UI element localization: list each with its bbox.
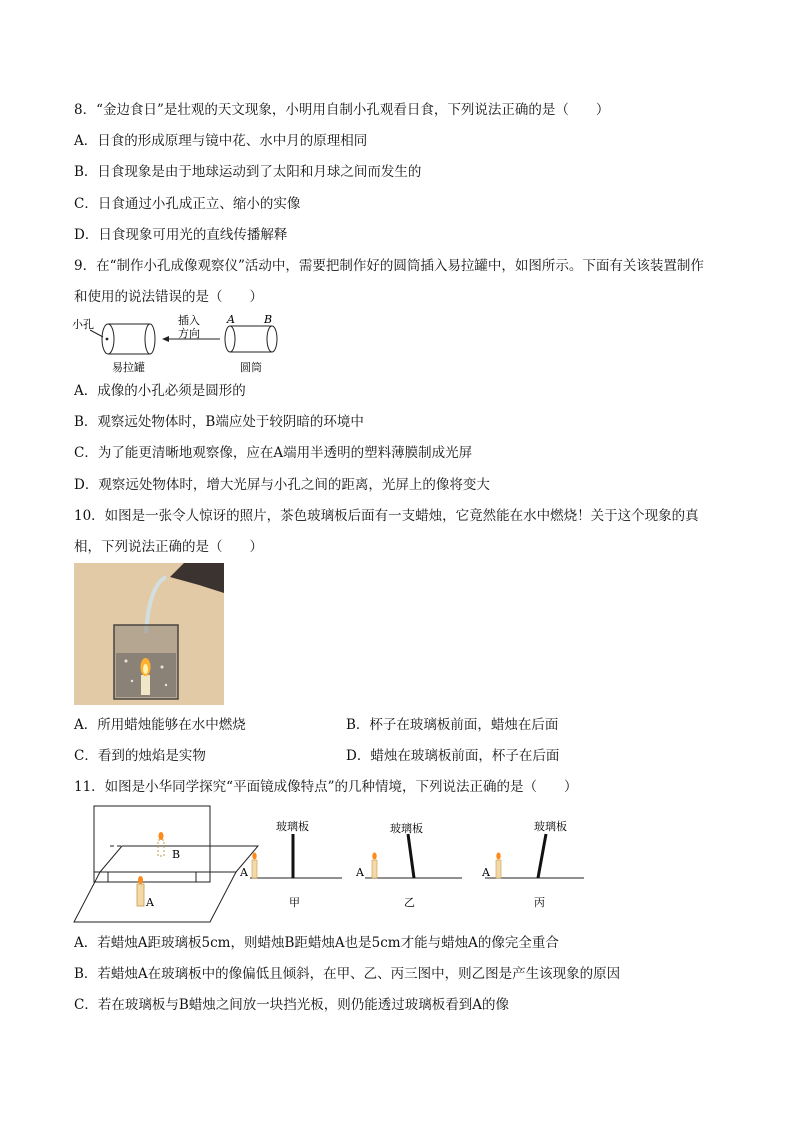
label-insert-2: 方向 bbox=[178, 327, 200, 340]
q10-option-a: A．所用蜡烛能够在水中燃烧 bbox=[74, 717, 246, 733]
label-hole: 小孔 bbox=[72, 318, 94, 331]
question-10-stem-line1: 10．如图是一张令人惊讶的照片，茶色玻璃板后面有一支蜡烛，它竟然能在水中燃烧！关于这个现象的真 bbox=[74, 508, 699, 524]
q11-option-a: A．若蜡烛A距玻璃板5cm，则蜡烛B距蜡烛A也是5cm才能与蜡烛A的像完全重合 bbox=[74, 935, 559, 951]
label-bing: 丙 bbox=[534, 896, 545, 909]
label-glass-bing: 玻璃板 bbox=[534, 820, 567, 833]
candle-in-water-photo bbox=[74, 563, 224, 705]
label-a-yi: A bbox=[356, 866, 364, 879]
q8-option-b: B．日食现象是由于地球运动到了太阳和月球之间而发生的 bbox=[74, 164, 422, 180]
q8-option-d: D．日食现象可用光的直线传播解释 bbox=[74, 227, 288, 243]
question-9-stem-line2: 和使用的说法错误的是（ ） bbox=[74, 289, 263, 305]
q10-option-d: D．蜡烛在玻璃板前面，杯子在后面 bbox=[346, 748, 560, 764]
question-8-stem: 8．“金边食日”是壮观的天文现象，小明用自制小孔观看日食，下列说法正确的是（ ） bbox=[74, 102, 610, 118]
label-yi: 乙 bbox=[404, 896, 415, 909]
q11-option-b: B．若蜡烛A在玻璃板中的像偏低且倾斜，在甲、乙、丙三图中，则乙图是产生该现象的原因 bbox=[74, 966, 621, 982]
label-b: B bbox=[172, 848, 181, 861]
label-jia: 甲 bbox=[289, 896, 300, 909]
label-can: 易拉罐 bbox=[112, 361, 145, 374]
label-glass-yi: 玻璃板 bbox=[390, 822, 423, 835]
question-10-stem-line2: 相，下列说法正确的是（ ） bbox=[74, 539, 263, 555]
plane-mirror-figure bbox=[72, 804, 592, 926]
pinhole-viewer-figure bbox=[70, 312, 290, 376]
label-tube: 圆筒 bbox=[240, 361, 262, 374]
q9-option-a: A．成像的小孔必须是圆形的 bbox=[74, 383, 246, 399]
question-11-stem: 11．如图是小华同学探究“平面镜成像特点”的几种情境，下列说法正确的是（ ） bbox=[74, 779, 578, 795]
q8-option-c: C．日食通过小孔成正立、缩小的实像 bbox=[74, 196, 301, 212]
label-b: B bbox=[264, 313, 273, 326]
label-a: A bbox=[227, 313, 235, 326]
q10-option-c: C．看到的烛焰是实物 bbox=[74, 748, 206, 764]
q9-option-c: C．为了能更清晰地观察像，应在A端用半透明的塑料薄膜制成光屏 bbox=[74, 445, 473, 461]
label-a-bing: A bbox=[482, 866, 490, 879]
q9-option-d: D．观察远处物体时，增大光屏与小孔之间的距离，光屏上的像将变大 bbox=[74, 477, 490, 493]
label-glass-jia: 玻璃板 bbox=[276, 820, 309, 833]
q10-option-b: B．杯子在玻璃板前面，蜡烛在后面 bbox=[346, 717, 559, 733]
q8-option-a: A．日食的形成原理与镜中花、水中月的原理相同 bbox=[74, 133, 368, 149]
question-9-stem-line1: 9．在“制作小孔成像观察仪”活动中，需要把制作好的圆筒插入易拉罐中，如图所示。下面有关该装置制作 bbox=[74, 258, 704, 274]
label-a-jia: A bbox=[240, 866, 248, 879]
q9-option-b: B．观察远处物体时，B端应处于较阴暗的环境中 bbox=[74, 414, 364, 430]
label-a-main: A bbox=[146, 896, 154, 909]
label-insert-1: 插入 bbox=[178, 314, 200, 327]
q11-option-c: C．若在玻璃板与B蜡烛之间放一块挡光板，则仍能透过玻璃板看到A的像 bbox=[74, 997, 509, 1013]
